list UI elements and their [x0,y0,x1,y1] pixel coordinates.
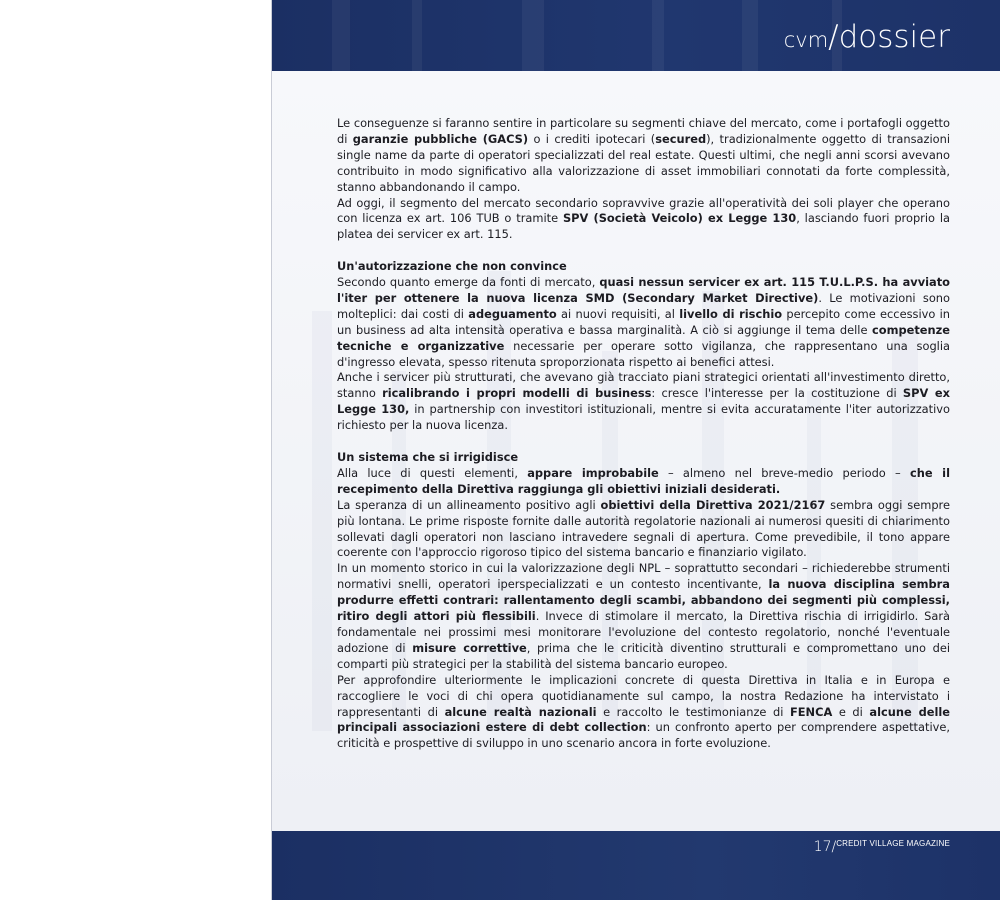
brand-cvm: cvm [783,28,829,52]
text-run: Secondo quanto emerge da fonti di mercato, [337,275,600,290]
bold-text: quasi nessun servicer ex art. 115 T.U.L.P.S. ha avviato l'iter per ottenere la nuova licenza SMD (Secondary Market Directive) [337,275,950,305]
bold-text: secured [655,131,707,146]
text-run: necessarie per operare sotto vigilanza, che rappresentano una soglia d'ingresso elevata, spesso ritenuta sproporzionata rispetto ai benefici attesi. [337,338,950,369]
bold-text: adeguamento [468,306,557,321]
section-heading: Un'autorizzazione che non convince [337,259,567,274]
text-run: La speranza di un allineamento positivo agli [337,497,601,512]
text-run: ai nuovi requisiti, al [556,306,680,321]
bold-text: alcune delle principali associazioni estere di debt collection [337,704,951,735]
bold-text: obiettivi della Direttiva 2021/2167 [600,497,826,512]
text-run: ), tradizionalmente oggetto di transazioni single name da parte di operatori specializzati del real estate. Questi ultimi, che negli anni scorsi avevano contribuito in modo significativo alla valorizzazione di asset immobiliari connotati da forte complessità, stanno abbandonando il campo. [337,131,950,194]
text-run: : un confronto aperto per comprendere aspettative, criticità e prospettive di sviluppo in uno scenario ancora in forte evoluzione. [337,720,950,751]
paragraph [337,196,950,244]
text-run: – almeno nel breve-medio periodo – [658,465,910,480]
paragraph [337,116,950,196]
bold-text: livello di rischio [679,306,783,321]
text-run: Anche i servicer più strutturati, che avevano già tracciato piani strategici orientati all'investimento diretto, stanno [337,370,950,401]
text-run: sembra oggi sempre più lontana. Le prime risposte fornite dalle autorità regolatorie nazionali ai numerosi quesiti di chiarimento sollevati dagli operatori non lasciano intravedere segnali di apertura. Come prevedibile, il tono appare coerente con l'approccio rigoroso tipico del sistema bancario e finanziario vigilato. [337,497,951,560]
text-run: In un momento storico in cui la valorizzazione degli NPL – soprattutto secondari – richiederebbe strumenti normativi snelli, operatori iperspecializzati e un contesto incentivante, [337,561,950,592]
bold-text: SPV (Società Veicolo) ex Legge 130 [562,211,797,226]
article-body [337,116,950,752]
text-run: Per approfondire ulteriormente le implicazioni concrete di questa Direttiva in Italia e in Europa e raccogliere le voci di chi opera quotidianamente sul campo, la nostra Redazione ha intervistato i rappresentanti di [337,672,950,719]
text-run: o i crediti ipotecari ( [528,131,656,146]
paragraph [337,673,950,753]
paragraph [337,466,950,498]
magazine-name: CREDIT VILLAGE MAGAZINE [836,839,950,848]
text-run: , lasciando fuori proprio la platea dei servicer ex art. 115. [337,211,950,242]
paragraph [337,275,950,370]
bold-text: alcune realtà nazionali [444,704,597,719]
text-run: . Invece di stimolare il mercato, la Direttiva rischia di irrigidirlo. Sarà fondamentale nei prossimi mesi monitorare l'evoluzione del contesto regolatorio, nonché l'eventuale adozione di [337,609,950,655]
bold-text: garanzie pubbliche (GACS) [352,131,529,146]
bold-text: la nuova disciplina sembra produrre effetti contrari: rallentamento degli scambi, abbandono dei segmenti più complessi, ritiro degli attori più flessibili [337,577,950,624]
bold-text: competenze tecniche e organizzative [337,322,950,353]
text-run: : cresce l'interesse per la costituzione di [651,386,903,401]
bold-text: che il recepimento della Direttiva raggiunga gli obiettivi iniziali desiderati. [337,465,950,496]
text-run: Le conseguenze si faranno sentire in particolare su segmenti chiave del mercato, come i portafogli oggetto di [337,116,950,146]
text-run: Alla luce di questi elementi, [337,465,528,480]
text-run: percepito come eccessivo in un business ad alta intensità operativa e bassa marginalità. A ciò si aggiunge il tema delle [337,306,950,337]
brand-dossier: /dossier [828,19,950,55]
text-run: in partnership con investitori istituzionali, mentre si evita accuratamente l'iter autorizzativo richiesto per la nuova licenza. [337,402,950,433]
paragraph [337,370,950,434]
bold-text: misure correttive [412,640,527,655]
text-run: . Le motivazioni sono molteplici: dai costi di [337,290,950,321]
text-run: e di [832,704,870,719]
text-run: Ad oggi, il segmento del mercato secondario sopravvive grazie all'operatività dei soli player che operano con licenza ex art. 106 TUB o tramite [337,195,950,226]
dossier-logo [783,19,950,55]
bold-text: appare improbabile [527,465,659,480]
text-run: , prima che le criticità diventino strutturali e compromettano uno dei comparti più strategici per la stabilità del sistema bancario europeo. [337,640,950,671]
paragraph [337,561,950,672]
bold-text: FENCA [789,704,833,719]
page-footer [814,838,950,856]
bold-text: ricalibrando i propri modelli di business [382,386,652,401]
left-margin [0,0,271,900]
section-heading: Un sistema che si irrigidisce [337,450,519,464]
page-number: 17/ [813,839,837,855]
header-band [272,0,1000,71]
paragraph [337,498,950,562]
bold-text: SPV ex Legge 130, [337,386,950,417]
magazine-page [271,0,1000,900]
text-run: e raccolto le testimonianze di [596,704,790,719]
